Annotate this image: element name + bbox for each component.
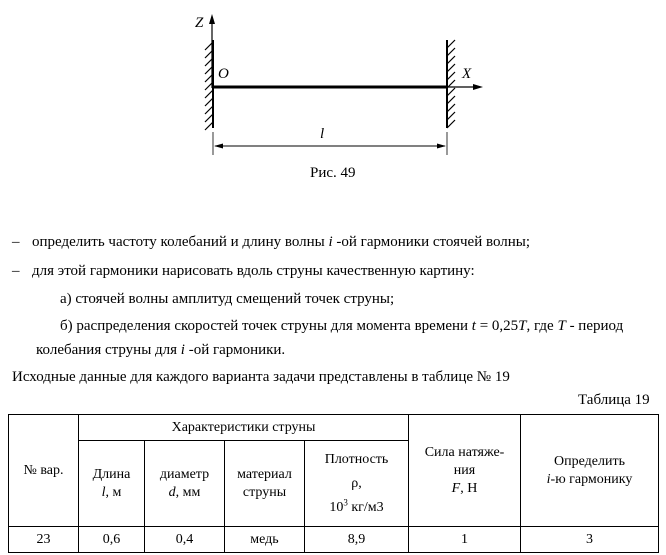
dim-arrow-left-icon <box>214 144 223 149</box>
header-force: Сила натяже- ния F, Н <box>409 415 521 527</box>
cell-diameter: 0,4 <box>145 527 225 553</box>
origin-label: O <box>218 66 229 82</box>
header-length: Длина l, м <box>79 441 145 527</box>
cell-material: медь <box>225 527 305 553</box>
header-variant: № вар. <box>9 415 79 527</box>
header-diameter: диаметр d, мм <box>145 441 225 527</box>
z-axis-label: Z <box>195 15 204 31</box>
task-item-1: определить частоту колебаний и длину волны i -ой гармоники стоячей волны; <box>32 234 531 250</box>
cell-force: 1 <box>409 527 521 553</box>
cell-density: 8,9 <box>305 527 409 553</box>
bullet-dash-1: – <box>12 234 20 250</box>
task-sub-a: а) стоячей волны амплитуд смещений точек струны; <box>60 291 395 307</box>
length-label: l <box>320 126 325 142</box>
table-row <box>9 527 659 553</box>
header-determine: Определить i-ю гармонику <box>521 415 659 527</box>
x-axis-arrow-icon <box>473 84 483 90</box>
cell-harmonic: 3 <box>521 527 659 553</box>
cell-variant: 23 <box>9 527 79 553</box>
header-material: материал струны <box>225 441 305 527</box>
task-sub-b: б) распределения скоростей точек струны для момента времени t = 0,25T, где T - период <box>60 318 624 334</box>
task-item-2: для этой гармоники нарисовать вдоль струны качественную картину: <box>32 263 475 279</box>
x-axis-label: X <box>462 66 472 82</box>
task-sub-b-cont: колебания струны для i -ой гармоники. <box>36 342 286 358</box>
figure-caption: Рис. 49 <box>310 165 356 181</box>
bullet-dash-2: – <box>12 263 20 279</box>
table-caption: Таблица 19 <box>578 392 650 408</box>
z-axis-arrow-icon <box>209 14 215 24</box>
right-wall-hatch <box>447 40 455 128</box>
header-group: Характеристики струны <box>79 415 409 441</box>
data-table <box>8 414 659 553</box>
cell-length: 0,6 <box>79 527 145 553</box>
header-density: Плотность ρ, $10^3$ кг/м3 <box>305 441 409 527</box>
dim-arrow-right-icon <box>437 144 446 149</box>
intro-text: Исходные данные для каждого варианта задачи представлены в таблице № 19 <box>12 369 510 385</box>
table-header-row-1 <box>9 415 659 441</box>
